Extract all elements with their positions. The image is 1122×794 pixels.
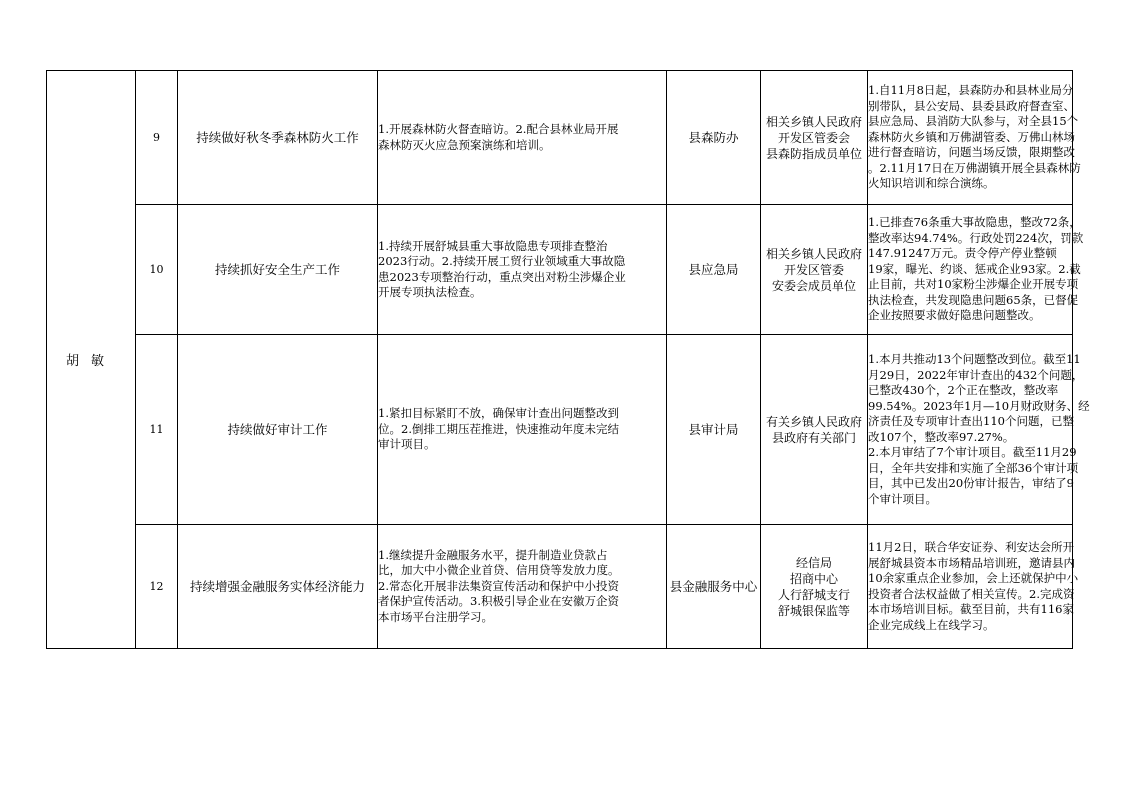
row-number: 9	[136, 71, 178, 205]
cooperating-units: 相关乡镇人民政府 开发区管委 安委会成员单位	[761, 205, 868, 335]
progress-cell: 1.本月共推动13个问题整改到位。截至11 月29日，2022年审计查出的432个问题， 已整改430个，2个正在整改，整改率 99.54%。2023年1月—10月财政财务、经 济责任及专项审计查出110个问题，已整 改107个，整改率97.27%。 2.本月审结了7个审计项目。截至11月29 日，全年共安排和实施了全部36个审计项 目，其中已发出20份审计报告，审结了9 个审计项目。	[868, 335, 1073, 525]
measures-cell: 1.持续开展舒城县重大事故隐患专项排查整治 2023行动。2.持续开展工贸行业领域重大事故隐 患2023专项整治行动，重点突出对粉尘涉爆企业 开展专项执法检查。	[378, 205, 667, 335]
task-name: 持续做好秋冬季森林防火工作	[178, 71, 378, 205]
measures-cell: 1.继续提升金融服务水平，提升制造业贷款占 比，加大中小微企业首贷、信用贷等发放力度。 2.常态化开展非法集资宣传活动和保护中小投资 者保护宣传活动。3.积极引导企业在安徽万企资 本市场平台注册学习。	[378, 525, 667, 649]
row-number: 12	[136, 525, 178, 649]
progress-cell: 1.已排查76条重大事故隐患，整改72条， 整改率达94.74%。行政处罚224次，罚款 147.91247万元。责令停产停业整顿 19家，曝光、约谈、惩戒企业93家。2.截 止目前，共对10家粉尘涉爆企业开展专项 执法检查，共发现隐患问题65条，已督促 企业按照要求做好隐患问题整改。	[868, 205, 1073, 335]
progress-cell: 11月2日，联合华安证券、利安达会所开 展舒城县资本市场精品培训班，邀请县内 10余家重点企业参加，会上还就保护中小 投资者合法权益做了相关宣传。2.完成资 本市场培训目标。截至目前，共有116家 企业完成线上在线学习。	[868, 525, 1073, 649]
table-row	[47, 205, 1073, 335]
lead-unit: 县森防办	[667, 71, 761, 205]
lead-unit: 县审计局	[667, 335, 761, 525]
cooperating-units: 有关乡镇人民政府 县政府有关部门	[761, 335, 868, 525]
work-progress-table	[46, 70, 1090, 649]
table-row	[47, 525, 1073, 649]
cooperating-units: 相关乡镇人民政府 开发区管委会 县森防指成员单位	[761, 71, 868, 205]
task-name: 持续增强金融服务实体经济能力	[178, 525, 378, 649]
task-name: 持续做好审计工作	[178, 335, 378, 525]
responsible-person: 胡敏	[47, 71, 136, 649]
row-number: 10	[136, 205, 178, 335]
measures-cell: 1.开展森林防火督查暗访。2.配合县林业局开展 森林防灭火应急预案演练和培训。	[378, 71, 667, 205]
progress-cell: 1.自11月8日起，县森防办和县林业局分 别带队，县公安局、县委县政府督查室、 县应急局、县消防大队参与，对全县15个 森林防火乡镇和万佛湖管委、万佛山林场 进行督查暗访，问题当场反馈，限期整改 。2.11月17日在万佛湖镇开展全县森林防 火知识培训和综合演练。	[868, 71, 1073, 205]
measures-cell: 1.紧扣目标紧盯不放，确保审计查出问题整改到 位。2.倒排工期压茬推进，快速推动年度未完结 审计项目。	[378, 335, 667, 525]
lead-unit: 县金融服务中心	[667, 525, 761, 649]
table-row	[47, 335, 1073, 525]
row-number: 11	[136, 335, 178, 525]
lead-unit: 县应急局	[667, 205, 761, 335]
cooperating-units: 经信局 招商中心 人行舒城支行 舒城银保监等	[761, 525, 868, 649]
task-name: 持续抓好安全生产工作	[178, 205, 378, 335]
table-row	[47, 71, 1073, 205]
